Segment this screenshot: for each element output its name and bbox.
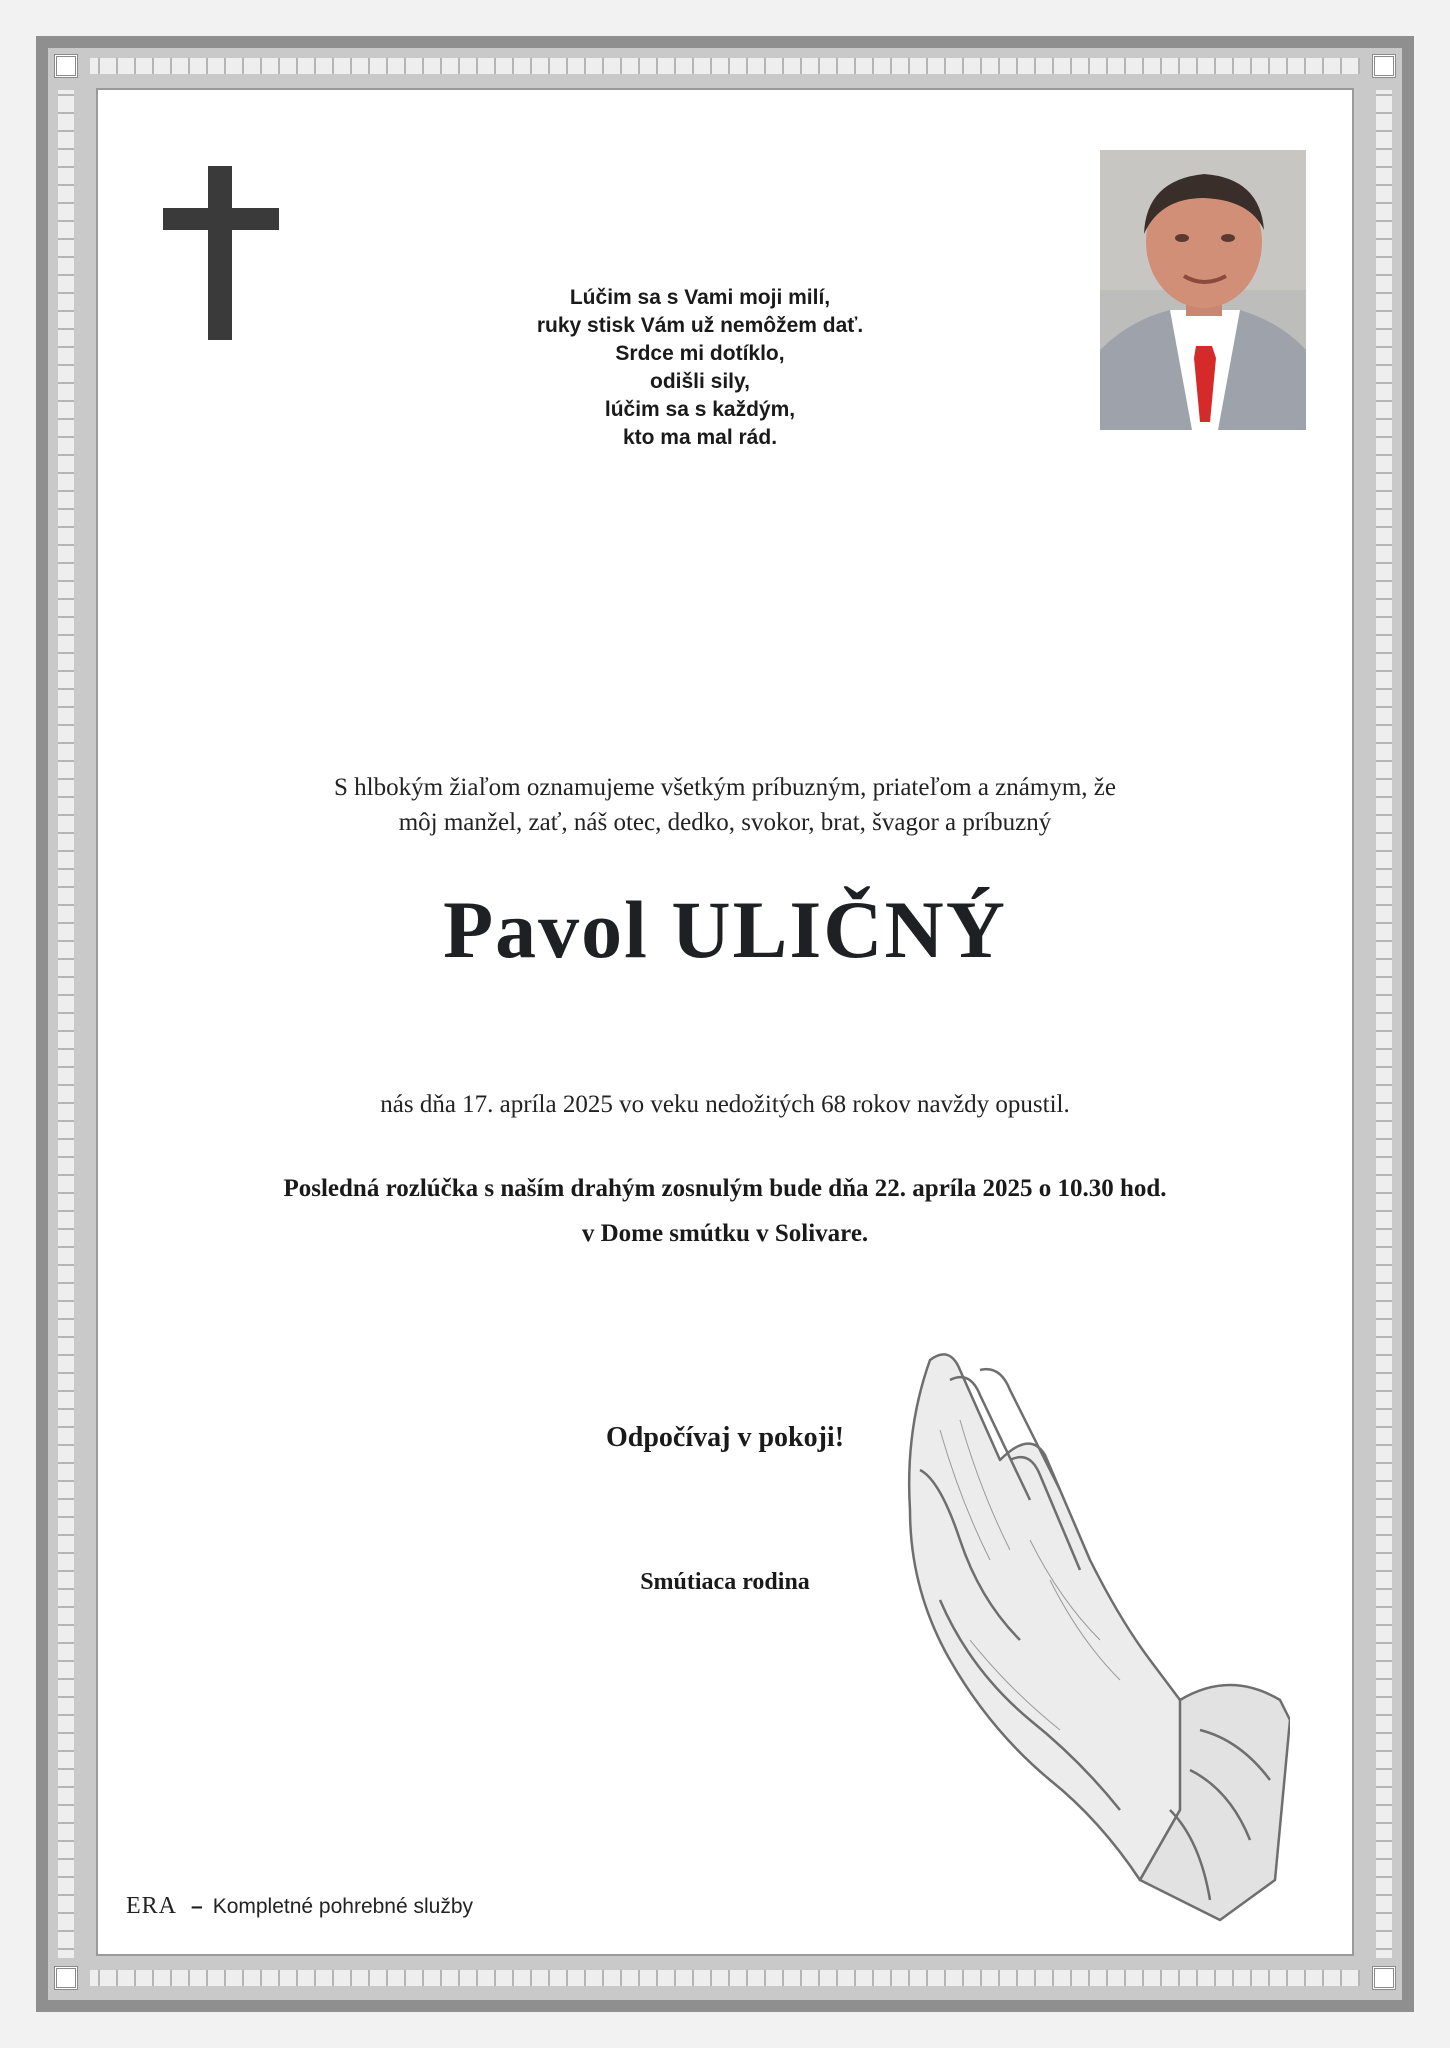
frame-pattern-right bbox=[1376, 90, 1392, 1958]
poem-line: odišli sily, bbox=[650, 370, 750, 393]
announcement-intro bbox=[200, 770, 1250, 840]
era-logo: ERA bbox=[126, 1893, 177, 1919]
funeral-line: Posledná rozlúčka s naším drahým zosnulým bude dňa 22. apríla 2025 o 10.30 hod. bbox=[283, 1175, 1167, 1202]
poem-line: ruky stisk Vám už nemôžem dať. bbox=[536, 314, 864, 337]
death-date-line: nás dňa 17. apríla 2025 vo veku nedožitých 68 rokov navždy opustil. bbox=[380, 1091, 1070, 1118]
frame-pattern-top bbox=[90, 58, 1360, 74]
deceased-name: Pavol ULIČNÝ bbox=[443, 884, 1007, 975]
footer-dash: – bbox=[191, 1895, 203, 1918]
frame-corner-top-left bbox=[54, 54, 78, 78]
poem-line: Lúčim sa s Vami moji milí, bbox=[569, 286, 831, 309]
poem-line: kto ma mal rád. bbox=[622, 426, 778, 449]
intro-line: S hlbokým žiaľom oznamujeme všetkým príbuzným, priateľom a známym, že bbox=[334, 774, 1116, 801]
frame-corner-bottom-right bbox=[1372, 1966, 1396, 1990]
farewell-poem bbox=[460, 284, 940, 452]
poem-line: Srdce mi dotíklo, bbox=[615, 342, 785, 365]
funeral-service-footer bbox=[126, 1892, 473, 1921]
rest-in-peace-text: Odpočívaj v pokoji! bbox=[605, 1422, 845, 1453]
poem-line: lúčim sa s každým, bbox=[604, 398, 796, 421]
footer-text: Kompletné pohrebné služby bbox=[212, 1895, 474, 1918]
frame-corner-top-right bbox=[1372, 54, 1396, 78]
intro-line: môj manžel, zať, náš otec, dedko, svokor, brat, švagor a príbuzný bbox=[398, 809, 1052, 836]
funeral-details bbox=[170, 1166, 1280, 1256]
portrait-photo bbox=[1100, 150, 1306, 430]
cross-icon bbox=[163, 166, 279, 340]
signature-text: Smútiaca rodina bbox=[640, 1569, 810, 1595]
funeral-line: v Dome smútku v Solivare. bbox=[581, 1220, 869, 1247]
frame-pattern-left bbox=[58, 90, 74, 1958]
frame-pattern-bottom bbox=[90, 1970, 1360, 1986]
frame-corner-bottom-left bbox=[54, 1966, 78, 1990]
